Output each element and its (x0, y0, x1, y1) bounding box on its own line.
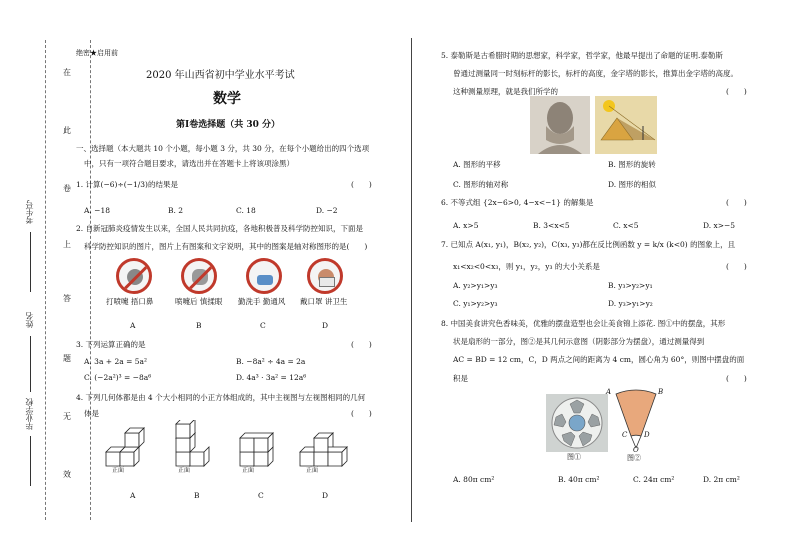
margin-char: 效 (63, 470, 71, 479)
q7-option-b[interactable]: B. y₃>y₂>y₁ (608, 281, 653, 290)
q6-option-c[interactable]: C. x<5 (613, 221, 639, 230)
q7-option-d[interactable]: D. y₃>y₁>y₂ (608, 299, 653, 308)
q4-option-b[interactable]: B (194, 491, 200, 500)
q2-option-b[interactable]: B (196, 321, 202, 330)
q5-stem: 曾通过测量同一时刻标杆的影长，标杆的高度，金字塔的影长，推算出金字塔的高度。 (453, 69, 738, 78)
eye-rub-warning-icon (181, 258, 217, 294)
sneeze-warning-icon (116, 258, 152, 294)
q5-stem: 这种测量原理，就是我们所学的 (453, 87, 558, 96)
q2-stem: 2. 自新冠肺炎疫情发生以来，全国人民共同抗疫，各地积极普及科学防控知识，下面是 (76, 224, 364, 233)
column-divider (411, 38, 412, 522)
name-label: 姓名 (25, 312, 34, 328)
q4-figure-a (106, 428, 144, 466)
q8-point-c: C (622, 431, 628, 439)
q8-option-c[interactable]: C. 24π cm² (633, 475, 675, 484)
q7-option-c[interactable]: C. y₁>y₂>y₃ (453, 299, 498, 308)
q5-option-a[interactable]: A. 图形的平移 (453, 160, 501, 169)
q4-option-a[interactable]: A (130, 491, 136, 500)
q3-stem: 3. 下列运算正确的是 (76, 340, 146, 349)
q7-stem: x₁<x₂<0<x₃，则 y₁，y₂，y₃ 的大小关系是 (453, 262, 600, 271)
mask-icon (307, 258, 343, 294)
q8-figure2-label: 图② (627, 454, 641, 462)
margin-char: 在 (63, 68, 71, 77)
q2-caption-b: 喷嚏后 慎揉眼 (175, 297, 223, 306)
school-line[interactable] (30, 436, 31, 486)
margin-char: 此 (63, 126, 71, 135)
student-number-line[interactable] (30, 232, 31, 292)
q3-answer-paren[interactable]: ( ) (351, 340, 372, 349)
margin-char: 题 (63, 354, 71, 363)
q2-caption-d: 戴口罩 讲卫生 (300, 297, 348, 306)
plate-photo (546, 394, 608, 452)
q4-front-label-c: 正面 (242, 467, 255, 474)
q5-stem: 5. 泰勒斯是古希腊时期的思想家，科学家，哲学家，他最早提出了命题的证明.泰勒斯 (441, 51, 723, 60)
q8-point-d: D (644, 431, 650, 439)
q7-stem: 7. 已知点 A(x₁, y₁)，B(x₂, y₂)，C(x₃, y₃)都在反比例函数 y = k/x (k<0) 的图象上，且 (441, 240, 736, 249)
q1-option-b[interactable]: B. 2 (168, 206, 184, 215)
thales-bust-image (530, 96, 590, 154)
q8-option-d[interactable]: D. 2π cm² (703, 475, 740, 484)
subject-title: 数学 (213, 91, 241, 107)
binding-dash-line-right (90, 40, 91, 520)
section-instruction: 中，只有一项符合题目要求，请选出并在答题卡上将该项涂黑） (84, 159, 294, 168)
q8-point-a: A (606, 388, 612, 396)
q6-option-d[interactable]: D. x>−5 (703, 221, 736, 230)
q5-option-c[interactable]: C. 图形的轴对称 (453, 180, 509, 189)
q2-caption-a: 打喷嚏 捂口鼻 (106, 297, 154, 306)
q1-answer-paren[interactable]: ( ) (351, 180, 372, 189)
q8-stem: 积是 (453, 374, 468, 383)
secret-mark: 绝密★启用前 (76, 49, 118, 57)
q2-caption-c: 勤洗手 勤通风 (238, 297, 286, 306)
binding-dash-line-left (45, 40, 46, 520)
section-instruction: 一、选择题（本大题共 10 个小题，每小题 3 分，共 30 分，在每个小题给出的四个选项 (76, 144, 370, 153)
q3-option-b[interactable]: B. −8a² ÷ 4a = 2a (236, 357, 306, 366)
part-title: 第Ⅰ卷选择题（共 30 分） (176, 120, 281, 130)
handwash-icon (246, 258, 282, 294)
q8-point-b: B (658, 388, 664, 396)
q1-option-c[interactable]: C. 18 (236, 206, 256, 215)
name-line[interactable] (30, 336, 31, 392)
q2-option-d[interactable]: D (322, 321, 329, 330)
q8-stem: AC = BD = 12 cm，C，D 两点之间的距离为 4 cm，圆心角为 60°，则图中摆盘的面 (453, 355, 745, 364)
q4-stem: 体是 (84, 409, 99, 418)
q4-answer-paren[interactable]: ( ) (351, 409, 372, 418)
q8-stem: 8. 中国美食讲究色香味美，优雅的摆盘造型也会让美食锦上添花. 图①中的摆盘，其形 (441, 319, 726, 328)
student-number-label: 考生号 (25, 200, 34, 224)
q7-answer-paren[interactable]: ( ) (726, 262, 747, 271)
q6-answer-paren[interactable]: ( ) (726, 198, 747, 207)
q8-option-b[interactable]: B. 40π cm² (558, 475, 600, 484)
q4-figure-b (176, 420, 209, 466)
q5-answer-paren[interactable]: ( ) (726, 87, 747, 96)
q2-stem: 科学防控知识的图片，图片上有图案和文字说明，其中的图案是轴对称图形的是( ) (84, 242, 368, 251)
q6-option-a[interactable]: A. x>5 (453, 221, 479, 230)
margin-char: 上 (63, 240, 71, 249)
q2-option-c[interactable]: C (260, 321, 266, 330)
q1-stem: 1. 计算(−6)÷(−1/3)的结果是 (76, 180, 178, 189)
q6-stem: 6. 不等式组 {2x−6>0, 4−x<−1} 的解集是 (441, 198, 594, 207)
q4-front-label-d: 正面 (306, 467, 319, 474)
q6-option-b[interactable]: B. 3<x<5 (533, 221, 570, 230)
q5-option-b[interactable]: B. 图形的旋转 (608, 160, 656, 169)
school-label: 毕业学校 (25, 398, 34, 430)
q1-option-a[interactable]: A. −18 (84, 206, 111, 215)
pyramid-shadow-image (595, 96, 657, 154)
q4-front-label-b: 正面 (178, 467, 191, 474)
exam-title: 2020 年山西省初中学业水平考试 (146, 70, 295, 81)
q8-answer-paren[interactable]: ( ) (726, 374, 747, 383)
q3-option-a[interactable]: A. 3a + 2a = 5a² (84, 357, 148, 366)
margin-char: 无 (63, 412, 71, 421)
q4-option-c[interactable]: C (258, 491, 264, 500)
q3-option-d[interactable]: D. 4a³ · 3a² = 12a⁶ (236, 373, 307, 382)
q8-stem: 状是扇形的一部分，图②是其几何示意图（阴影部分为摆盘），通过测量得到 (453, 337, 705, 346)
q1-option-d[interactable]: D. −2 (316, 206, 338, 215)
q8-figure1-label: 图① (567, 453, 581, 461)
q4-front-label-a: 正面 (112, 467, 125, 474)
q5-option-d[interactable]: D. 图形的相似 (608, 180, 657, 189)
margin-char: 答 (63, 294, 71, 303)
q2-option-a[interactable]: A (130, 321, 136, 330)
q4-stem: 4. 下列几何体都是由 4 个大小相同的小正方体组成的，其中主视图与左视图相同的几何 (76, 393, 366, 402)
q3-option-c[interactable]: C. (−2a²)³ = −8a⁶ (84, 373, 152, 382)
q7-option-a[interactable]: A. y₂>y₁>y₃ (453, 281, 498, 290)
q8-option-a[interactable]: A. 80π cm² (453, 475, 495, 484)
margin-char: 卷 (63, 184, 71, 193)
q4-figure-c (240, 433, 273, 466)
q4-option-d[interactable]: D (322, 491, 329, 500)
q4-figure-d (300, 433, 347, 466)
q8-point-o: O (633, 446, 639, 454)
